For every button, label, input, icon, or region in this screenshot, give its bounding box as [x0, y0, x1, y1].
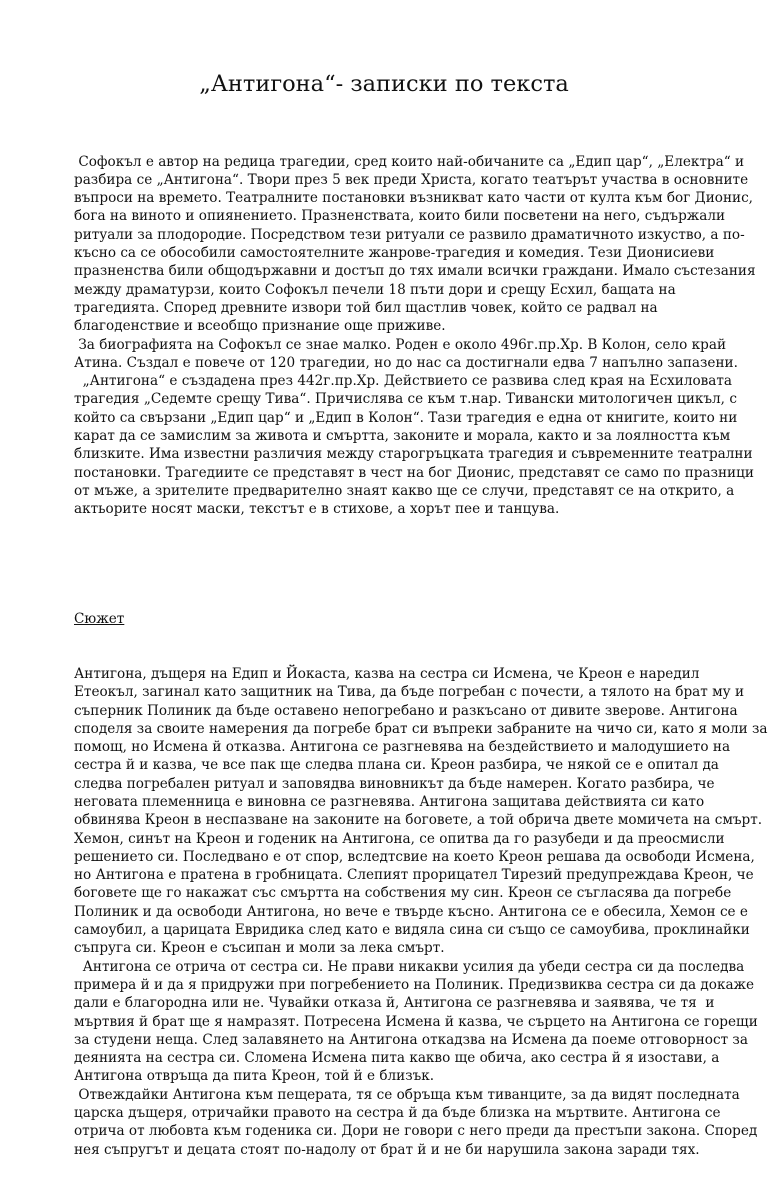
text-line: За биографията на Софокъл се знае малко. Роден е около 496г.пр.Хр. В Колон, село край: [74, 336, 727, 353]
text-line: споделя за своите намерения да погребе брат си въпреки забраните на чичо си, като я моли за: [74, 720, 768, 737]
text-line: Антигона се отрича от сестра си. Не прави никакви усилия да убеди сестра си да последва: [74, 958, 745, 975]
section-heading: Сюжет: [74, 611, 125, 628]
text-line: деянията на сестра си. Сломена Исмена пита какво ще обича, ако сестра й я изостави, а: [74, 1050, 720, 1067]
text-line: неговата племенница е виновна се разгневява. Антигона защитава действията си като: [74, 793, 705, 810]
text-line: карат да се замислим за живота и смъртта, законите и морала, както и за лоялността към: [74, 428, 731, 445]
text-line: нея съпругът и децата стоят по-надолу от брат й и не би нарушила закона заради тях.: [74, 1141, 700, 1158]
text-line: трагедия „Седемте срещу Тива“. Причислява се към т.нар. Тивански митологичен цикъл, с: [74, 391, 737, 408]
text-line: обвинява Креон в неспазване на законите на боговете, а той обрича двете момичета на смърт.: [74, 812, 763, 829]
text-line: помощ, но Исмена й отказва. Антигона се разгневява на бездействието и малодушието на: [74, 739, 731, 756]
text-line: трагедията. Според древните извори той бил щастлив човек, който се радвал на: [74, 299, 658, 316]
text-line: Атина. Създал е повече от 120 трагедии, но до нас са достигнали едва 7 напълно запазени.: [74, 354, 738, 371]
text-line: между драматурзи, които Софокъл печели 18 пъти дори и срещу Есхил, бащата на: [74, 281, 676, 298]
text-line: следва погребален ритуал и заповядва виновникът да бъде намерен. Когато разбира, че: [74, 775, 715, 792]
text-line: мъртвия й брат ще я намразят. Потресена Исмена й казва, че сърцето на Антигона се горещи: [74, 1013, 758, 1030]
text-line: решението си. Последвано е от спор, вследтсвие на което Креон решава да освободи Исмена,: [74, 848, 755, 865]
document-body: [74, 116, 768, 1196]
text-line: Отвеждайки Антигона към пещерата, тя се обръща към тиванците, за да видят последната: [74, 1086, 740, 1103]
text-line: ритуали за плодородие. Посредством тези ритуали се развило драматичното изкуство, а по-: [74, 226, 745, 243]
text-line: близките. Има известни различия между старогръцката трагедия и съвременните театрални: [74, 446, 753, 463]
text-line: който са свързани „Едип цар“ и „Едип в Колон“. Тази трагедия е една от книгите, които ни: [74, 409, 738, 426]
text-line: за студени неща. След залавянето на Антигона откадзва на Исмена да поеме отговорност за: [74, 1031, 748, 1048]
text-line: празненства били общодържавни и достъп до тях имали всички граждани. Имало състезания: [74, 263, 756, 280]
text-line: Софокъл е автор на редица трагедии, сред които най-обичаните са „Едип цар“, „Електра“ и: [74, 153, 745, 170]
text-line: отрича от любовта към годеника си. Дори не говори с него преди да престъпи закона. Според: [74, 1123, 758, 1140]
document-title: „Антигона“- записки по текста: [199, 71, 569, 97]
text-line: самоубил, а царицата Евридика след като е видяла сина си също се самоубива, проклинайки: [74, 922, 750, 939]
text-line: Полиник и да освободи Антигона, но вече е твърде късно. Антигона се е обесила, Хемон се е: [74, 903, 748, 920]
text-line: примера й и да я придружи при погребението на Полиник. Предизвиква сестра си да докаже: [74, 976, 755, 993]
text-line: актьорите носят маски, текстът е в стихове, а хорът пее и танцува.: [74, 501, 560, 518]
plot-section: [74, 665, 768, 1159]
text-line: късно са се обособили самостоятелните жанрове-трагедия и комедия. Тези Дионисиеви: [74, 245, 715, 262]
text-line: Антигона отвръща да пита Креон, той й е близък.: [74, 1068, 435, 1085]
text-line: сестра й и казва, че все пак ще следва плана си. Креон разбира, че някой се е опитал да: [74, 757, 719, 774]
text-line: Етеокъл, загинал като защитник на Тива, да бъде погребан с почести, а тялото на брат му и: [74, 684, 745, 701]
text-line: бога на виното и опиянението. Празненствата, които били посветени на него, съдържали: [74, 208, 726, 225]
text-line: разбира се „Антигона“. Твори през 5 век преди Христа, когато театърът участва в основните: [74, 171, 749, 188]
text-line: но Антигона е пратена в гробницата. Слепият прорицател Тирезий предупреждава Креон, че: [74, 867, 754, 884]
text-line: боговете ще го накажат със смъртта на собствения му син. Креон се съгласява да погребе: [74, 885, 732, 902]
text-line: „Антигона“ е създадена през 442г.пр.Хр. Действието се развива след края на Есхиловата: [74, 373, 733, 390]
text-line: Хемон, синът на Креон и годеник на Антигона, се опитва да го разубеди и да преосмисли: [74, 830, 725, 847]
text-line: Антигона, дъщеря на Едип и Йокаста, казва на сестра си Исмена, че Креон е наредил: [74, 665, 700, 682]
text-line: царска дъщеря, отричайки правото на сестра й да бъде близка на мъртвите. Антигона се: [74, 1105, 721, 1122]
text-line: съперник Полиник да бъде оставено непогребано и разкъсано от дивите зверове. Антигона: [74, 702, 738, 719]
text-line: благоденствие и всеобщо признание още приживе.: [74, 318, 446, 335]
text-line: съпруга си. Креон е съсипан и моли за лека смърт.: [74, 940, 445, 957]
text-line: въпроси на времето. Театралните постановки възникват като части от култа към бог Дионис,: [74, 190, 754, 207]
text-line: постановки. Трагедиите се представят в чест на бог Дионис, представят се само по празници: [74, 464, 754, 481]
text-line: от мъже, а зрителите предварително знаят какво ще се случи, представят се на открито, а: [74, 482, 735, 499]
intro-section: [74, 153, 768, 519]
text-line: дали е благородна или не. Чувайки отказа й, Антигона се разгневява и заявява, че тя и: [74, 995, 715, 1012]
blank-line: [74, 555, 768, 573]
